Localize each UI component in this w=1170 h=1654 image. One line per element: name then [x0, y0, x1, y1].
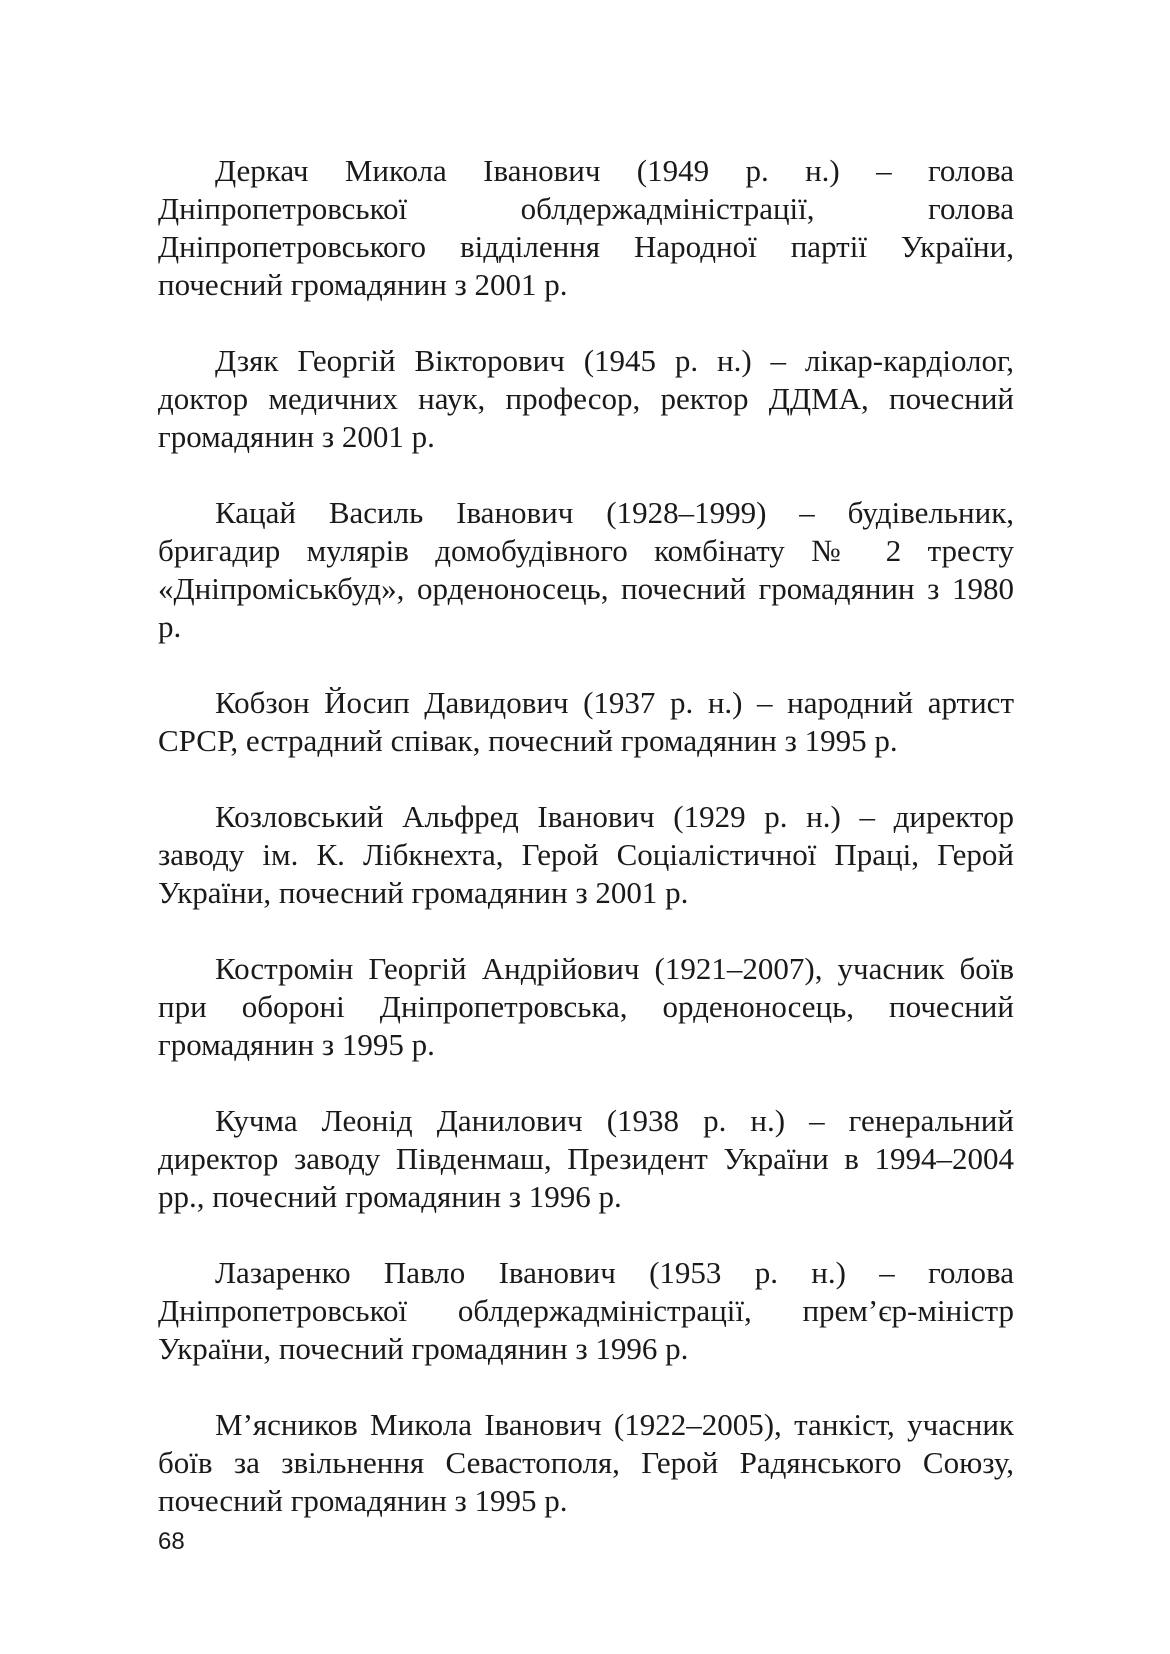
entry-kostromin: Костромін Георгій Андрійович (1921–2007), учасник боїв при обороні Дніпропетровська, орденоносець, почесний громадянин з 1995 р.: [158, 951, 1014, 1062]
entry-dzyak: Дзяк Георгій Вікторович (1945 р. н.) – лікар-кардіолог, доктор медичних наук, професор, ректор ДДМА, почесний громадянин з 2001 р.: [158, 343, 1014, 454]
entry-katsai: Кацай Василь Іванович (1928–1999) – будівельник, бригадир мулярів домобудівного комбінату № 2 тресту «Дніпроміськбуд», орденоносець, почесний громадянин з 1980 р.: [158, 495, 1014, 644]
entry-myasnikov: М’ясников Микола Іванович (1922–2005), танкіст, учасник боїв за звільнення Севастополя, Герой Радянського Союзу, почесний громадянин з 1995 р.: [158, 1407, 1014, 1518]
entry-kozlovskyi: Козловський Альфред Іванович (1929 р. н.) – директор заводу ім. К. Лібкнехта, Герой Соціалістичної Праці, Герой України, почесний громадянин з 2001 р.: [158, 799, 1014, 910]
entry-lazarenko: Лазаренко Павло Іванович (1953 р. н.) – голова Дніпропетровської облдержадміністрації, прем’єр-міністр України, почесний громадянин з 1996 р.: [158, 1255, 1014, 1366]
entry-kobzon: Кобзон Йосип Давидович (1937 р. н.) – народний артист СРСР, естрадний співак, почесний громадянин з 1995 р.: [158, 685, 1014, 758]
page-number: 68: [158, 1528, 185, 1555]
entry-derkach: Деркач Микола Іванович (1949 р. н.) – голова Дніпропетровської облдержадміністрації, голова Дніпропетровського відділення Народної партії України, почесний громадянин з 2001 р.: [158, 153, 1014, 302]
entry-kuchma: Кучма Леонід Данилович (1938 р. н.) – генеральний директор заводу Південмаш, Президент України в 1994–2004 рр., почесний громадянин з 1996 р.: [158, 1103, 1014, 1214]
text-body: [158, 152, 1014, 1558]
